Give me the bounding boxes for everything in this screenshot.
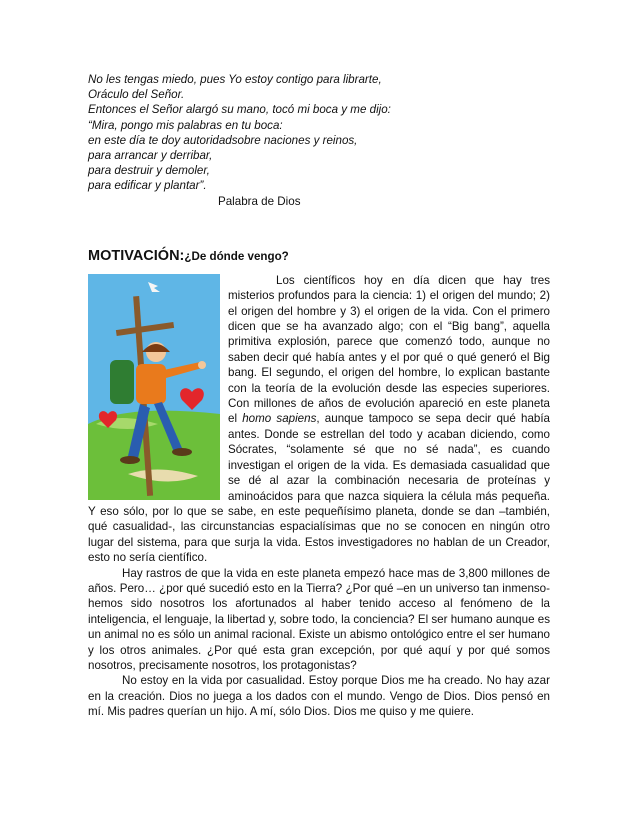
quote-line: para edificar y plantar”. [88,179,207,193]
quote-line: “Mira, pongo mis palabras en tu boca: [88,118,283,132]
quote-line: Oráculo del Señor. [88,88,185,102]
quote-line: Entonces el Señor alargó su mano, tocó mi boca y me dijo: [88,103,391,117]
document-page [88,72,550,720]
quote-line: No les tengas miedo, pues Yo estoy contigo para librarte, [88,73,382,86]
paragraph: Hay rastros de que la vida en este planeta empezó hace mas de 3,800 millones de años. Pero… ¿por qué sucedió esto en la Tierra? ¿Por qué –en un universo tan inmenso- hemos sido nosotros los afortunados al haber tenido acceso al fenómeno de la inteligencia, el lenguaje, la libertad y, sobre todo, la conciencia? El ser humano aunque es un animal no es sólo un animal racional. Existe un abismo ontológico entre el ser humano y los otros animales. ¿Por qué esta gran excepción, por qué aquí y por qué somos nosotros, precisamente nosotros, los protagonistas? [88,566,550,672]
heading-question: ¿De dónde vengo? [184,249,289,263]
quote-source: Palabra de Dios [218,194,301,208]
section-heading [88,247,550,265]
quote-line: para arrancar y derribar, [88,149,213,163]
paragraph: No estoy en la vida por casualidad. Estoy porque Dios me ha creado. No hay azar en la creación. Dios no juega a los dados con el mundo. Vengo de Dios. Dios pensó en mí. Mis padres querían un hijo. A mí, sólo Dios. Dios me quiso y me quiere. [88,674,550,719]
pilgrim-illustration-image [88,274,220,500]
italic-term: homo sapiens [242,412,317,426]
scripture-quote [88,72,550,209]
paragraph-text: Los científicos hoy en día dicen que hay tres misterios profundos para la ciencia: 1) el origen del mundo; 2) el origen del hombre y 3) el origen de la vida. Con el primero dicen que se ha avanzado algo; con el “Big bang”, aquella primitiva explosión, parece que comenzó todo, aunque no saben decir qué había antes y el por qué o qué generó el Big bang. El segundo, el origen del hombre, lo explican bastante con la teoría de la evolución desde las especies superiores. Con millones de años de evolución apareció en este planeta el [228,273,550,426]
heading-label: MOTIVACIÓN: [88,247,185,264]
body-text [88,273,550,720]
backpack-icon [110,360,134,404]
quote-line: en este día te doy autoridadsobre naciones y reinos, [88,133,358,147]
pilgrim-body [136,364,166,404]
paragraph-text: , aunque tampoco se sepa decir qué había antes. Donde se estrellan del todo y acaban diciendo, como Sócrates, “solamente sé que no sé nada”, es cuando investigan el origen de la vida. Es demasiada casualidad que se dé al azar la combinación necesaria de proteínas y aminoácidos para que nazca siquiera la célula más pequeña. Y eso sólo, por lo que se sabe, en este pequeñísimo planeta, donde se dan –también, qué casualidad-, las circunstancias espacialísimas que no se conocen en ningún otro lugar del sistema, para que surja la vida. Estos investigadores no hablan de un Creador, esto no sería científico. [88,412,551,565]
quote-line: para destruir y demoler, [88,164,210,178]
